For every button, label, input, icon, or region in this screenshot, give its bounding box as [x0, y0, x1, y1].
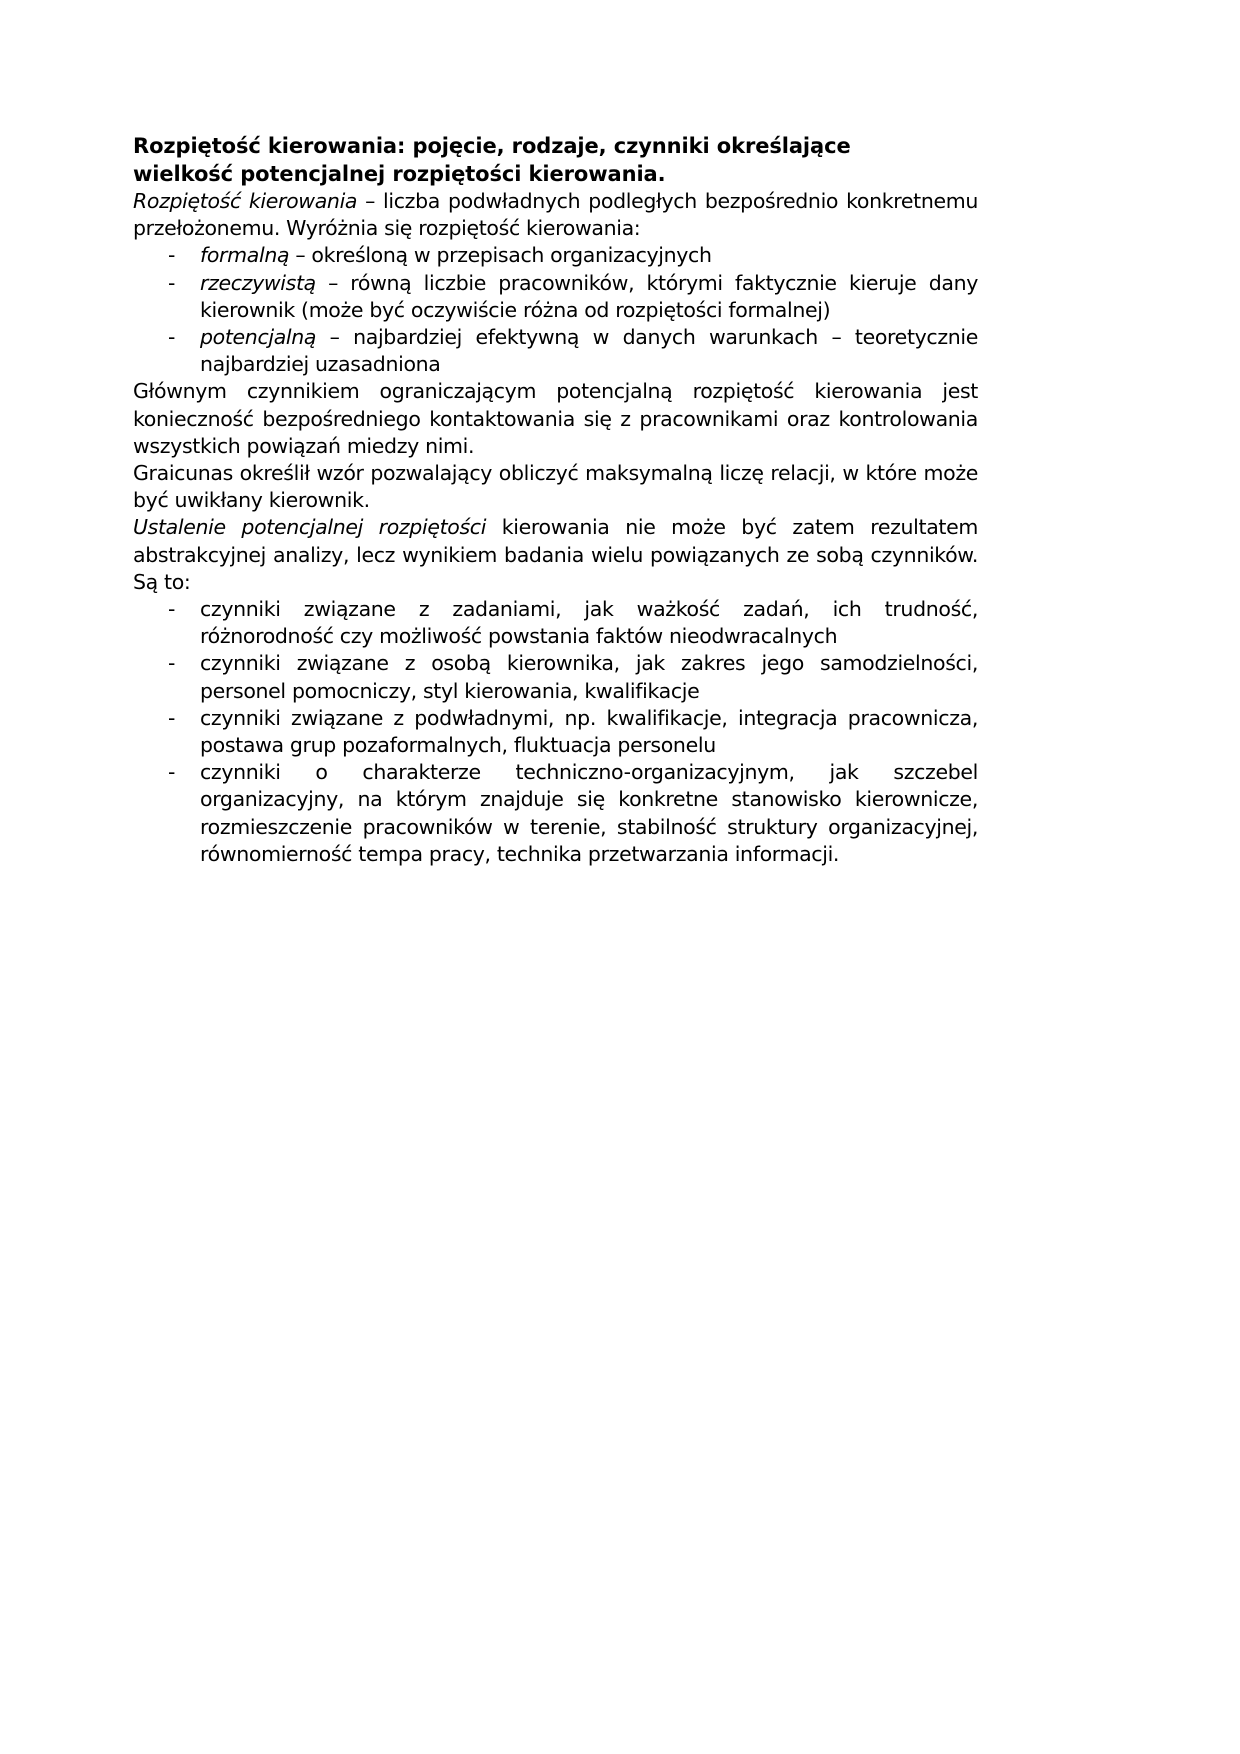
establishing-term: Ustalenie potencjalnej rozpiętości	[133, 515, 487, 540]
dash-bullet-icon: -	[168, 651, 176, 676]
dash-bullet-icon: -	[168, 760, 176, 785]
definition-term: Rozpiętość kierowania	[133, 189, 358, 213]
list-item-subordinate-factors	[168, 705, 978, 759]
factor-text: czynniki związane z zadaniami, jak ważkość zadań, ich trudność, różnorodność czy możliwość powstania faktów nieodwracalnych	[200, 597, 978, 649]
list-item-technical-factors	[168, 759, 978, 868]
dash-bullet-icon: -	[168, 597, 176, 622]
span-types-list	[133, 242, 978, 378]
definition-paragraph	[133, 188, 978, 242]
list-item-potential	[168, 324, 978, 378]
dash-bullet-icon: -	[168, 270, 176, 295]
establishing-paragraph	[133, 514, 978, 596]
dash-bullet-icon: -	[168, 705, 176, 730]
document-title	[133, 132, 978, 188]
main-factor-paragraph: Głównym czynnikiem ograniczającym potencjalną rozpiętość kierowania jest konieczność bezpośredniego kontaktowania się z pracownikami oraz kontrolowania wszystkich powiązań miedzy nimi.	[133, 379, 978, 458]
factors-list	[133, 596, 978, 868]
list-item-formal	[168, 242, 978, 269]
factor-text: czynniki związane z osobą kierownika, jak zakres jego samodzielności, personel pomocniczy, styl kierowania, kwalifikacje	[200, 651, 978, 703]
list-item-manager-factors	[168, 650, 978, 704]
list-item-actual	[168, 270, 978, 324]
dash-bullet-icon: -	[168, 325, 176, 350]
establishing-text: kierowania nie może być zatem rezultatem abstrakcyjnej analizy, lecz wynikiem badania wielu powiązanych ze sobą czynników. Są to:	[133, 515, 978, 594]
type-text: – równą liczbie pracowników, którymi faktycznie kieruje dany kierownik (może być oczywiście różna od rozpiętości formalnej)	[200, 270, 978, 322]
definition-text: – liczba podwładnych podległych bezpośrednio konkretnemu przełożonemu. Wyróżnia się rozpiętość kierowania:	[133, 189, 979, 241]
document-page	[133, 132, 978, 868]
type-term: potencjalną	[200, 325, 317, 350]
graicunas-paragraph: Graicunas określił wzór pozwalający obliczyć maksymalną liczę relacji, w które może być uwikłany kierownik.	[133, 461, 978, 513]
list-item-task-factors	[168, 596, 978, 650]
dash-bullet-icon: -	[168, 243, 176, 268]
factor-text: czynniki o charakterze techniczno-organizacyjnym, jak szczebel organizacyjny, na którym znajduje się konkretne stanowisko kierownicze, rozmieszczenie pracowników w terenie, stabilność struktury organizacyjnej, równomierność tempa pracy, technika przetwarzania informacji.	[200, 760, 978, 866]
type-text: – najbardziej efektywną w danych warunkach – teoretycznie najbardziej uzasadniona	[200, 325, 978, 377]
type-term: formalną	[200, 243, 290, 268]
type-text: – określoną w przepisach organizacyjnych	[289, 243, 712, 268]
title-line-1: Rozpiętość kierowania: pojęcie, rodzaje, czynniki określające	[133, 134, 851, 158]
title-line-2: wielkość potencjalnej rozpiętości kierowania.	[133, 162, 666, 186]
factor-text: czynniki związane z podwładnymi, np. kwalifikacje, integracja pracownicza, postawa grup pozaformalnych, fluktuacja personelu	[200, 705, 978, 758]
type-term: rzeczywistą	[200, 270, 316, 295]
